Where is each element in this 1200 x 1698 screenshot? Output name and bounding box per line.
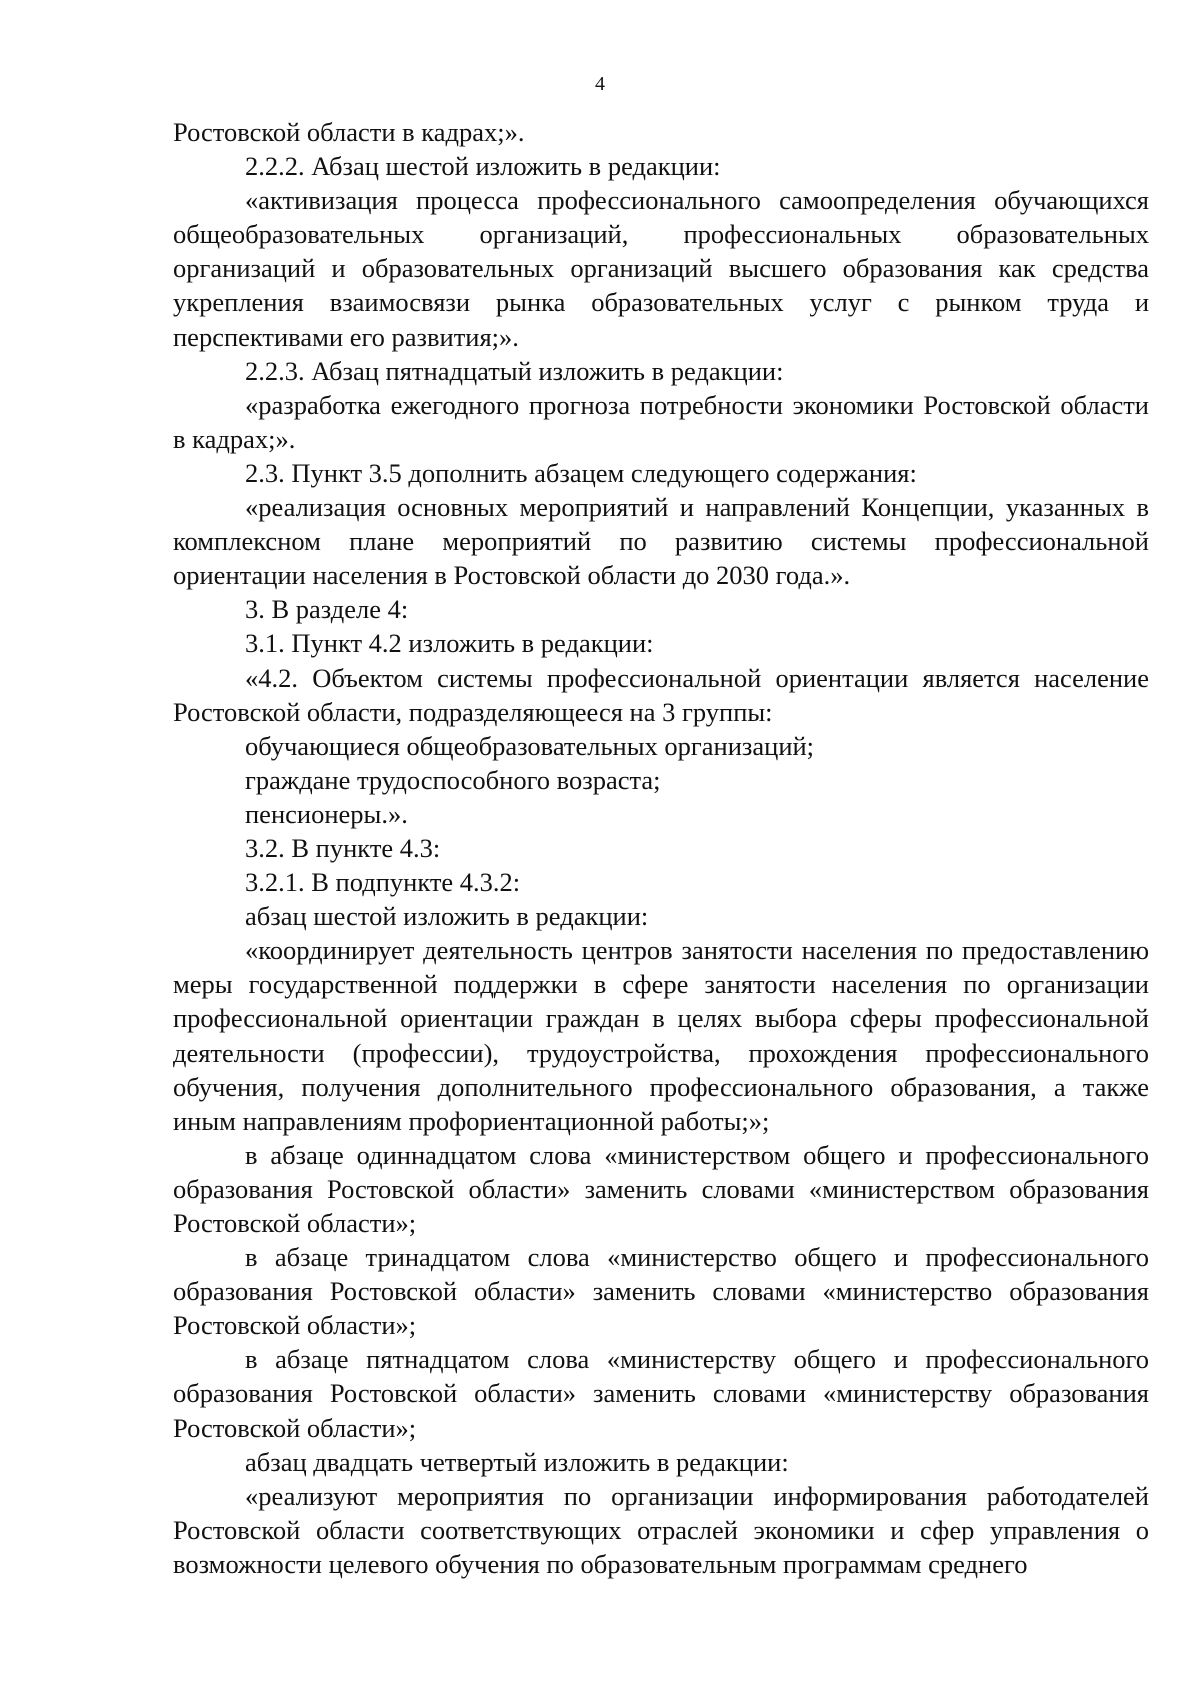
paragraph-continuation: Ростовской области в кадрах;». [173,117,525,147]
page-number: 4 [595,73,605,95]
paragraph-eleventh-abzac: в абзаце одиннадцатом слова «министерством общего и профессионального образования Ростовской области» заменить словами «министерством образования Ростовской области»; [173,1139,1149,1238]
paragraph-2-2-2-heading: 2.2.2. Абзац шестой изложить в редакции: [245,151,721,182]
paragraph-3-2-heading: 3.2. В пункте 4.3: [245,832,441,863]
paragraph-sixth-abzac: абзац шестой изложить в редакции: [245,901,649,932]
paragraph-3-1-heading: 3.1. Пункт 4.2 изложить в редакции: [245,628,654,659]
paragraph-concept-quote: «реализация основных мероприятий и направлений Концепции, указанных в комплексном плане мероприятий по развитию системы профессиональной ориентации населения в Ростовской области до 2030 года.». [173,492,1149,591]
paragraph-4-2-quote: «4.2. Объектом системы профессиональной ориентации является население Ростовской области, подразделяющееся на 3 группы: [173,662,1149,727]
paragraph-2-3-heading: 2.3. Пункт 3.5 дополнить абзацем следующего содержания: [245,457,917,488]
paragraph-group-students: обучающиеся общеобразовательных организаций; [245,730,815,761]
paragraph-section-3: 3. В разделе 4: [245,594,409,625]
paragraph-implement-quote: «реализуют мероприятия по организации информирования работодателей Ростовской области соответствующих отраслей экономики и сфер управления о возможности целевого обучения по образовательным программам среднего [173,1480,1149,1579]
paragraph-twenty-fourth-abzac: абзац двадцать четвертый изложить в редакции: [245,1446,789,1477]
paragraph-forecast-quote: «разработка ежегодного прогноза потребности экономики Ростовской области в кадрах;». [173,389,1149,454]
paragraph-3-2-1-heading: 3.2.1. В подпункте 4.3.2: [245,867,521,898]
paragraph-group-working-age: граждане трудоспособного возраста; [245,764,661,795]
paragraph-activation-quote: «активизация процесса профессионального самоопределения обучающихся общеобразовательных организаций, профессиональных образовательных организаций и образовательных организаций высшего образования как средства укрепления взаимосвязи рынка образовательных услуг с рынком труда и перспективами его развития;». [173,185,1149,352]
document-body [173,115,1149,1581]
paragraph-coordinates-quote: «координирует деятельность центров занятости населения по предоставлению меры государственной поддержки в сфере занятости населения по организации профессиональной ориентации граждан в целях выбора сферы профессиональной деятельности (профессии), трудоустройства, прохождения профессионального обучения, получения дополнительного профессионального образования, а также иным направлениям профориентационной работы;»; [173,935,1149,1136]
paragraph-thirteenth-abzac: в абзаце тринадцатом слова «министерство общего и профессионального образования Ростовской области» заменить словами «министерство образования Ростовской области»; [173,1242,1149,1341]
paragraph-fifteenth-abzac: в абзаце пятнадцатом слова «министерству общего и профессионального образования Ростовской области» заменить словами «министерству образования Ростовской области»; [173,1344,1149,1443]
paragraph-2-2-3-heading: 2.2.3. Абзац пятнадцатый изложить в редакции: [245,355,784,386]
paragraph-group-pensioners: пенсионеры.». [245,798,408,829]
